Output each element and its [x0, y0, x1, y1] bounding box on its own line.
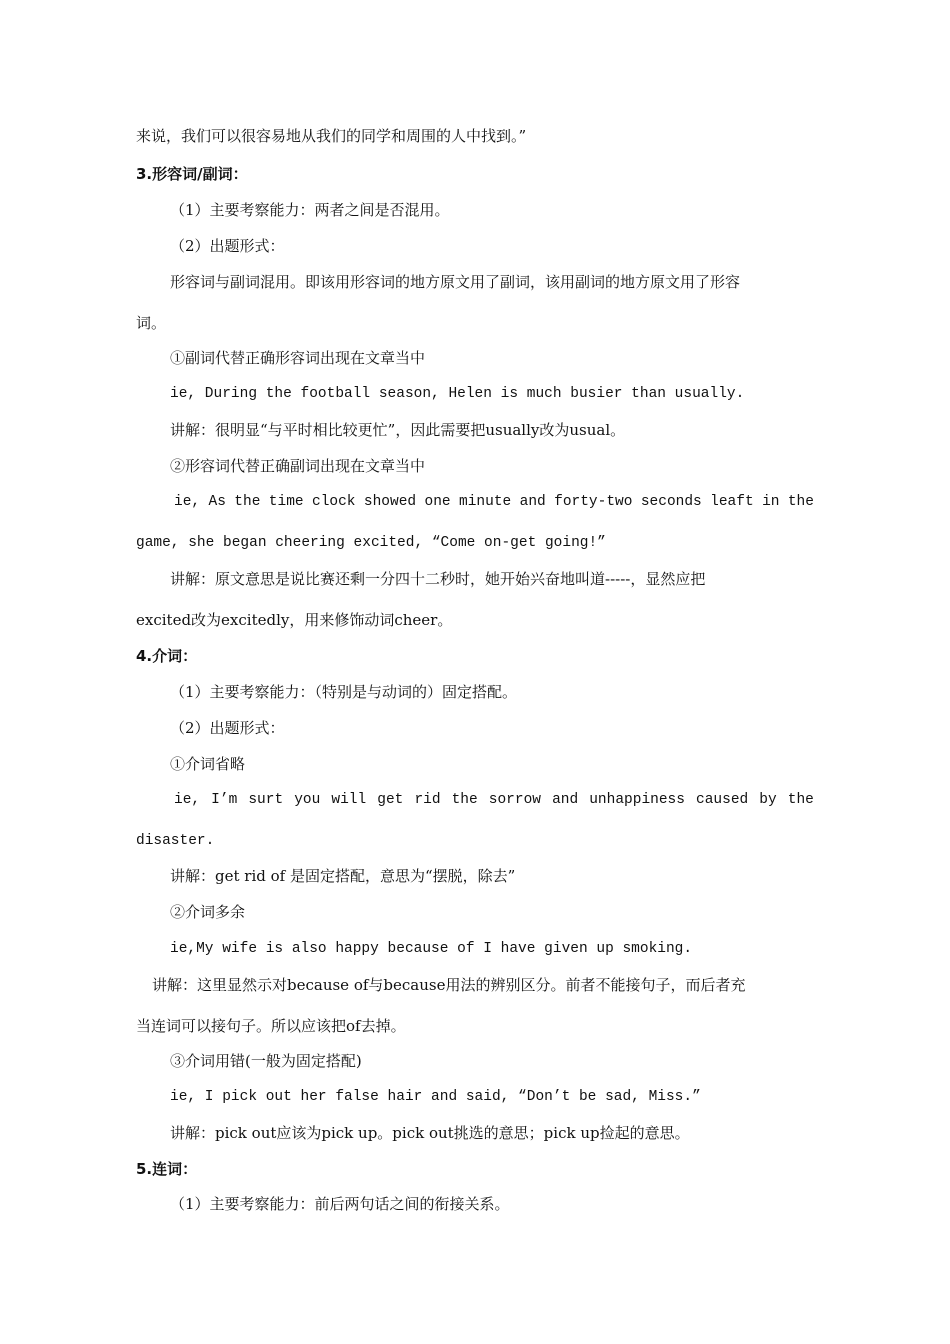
- text-line: ①副词代替正确形容词出现在文章当中: [170, 349, 426, 367]
- word: in: [762, 494, 780, 510]
- word: unhappiness: [589, 792, 685, 808]
- example-sentence-justified: [174, 790, 814, 810]
- example-sentence: ie,My wife is also happy because of I have given up smoking.: [170, 941, 693, 957]
- word: time: [268, 494, 304, 510]
- word: minute: [459, 494, 512, 510]
- explanation-line: 讲解：原文意思是说比赛还剩一分四十二秒时，她开始兴奋地叫道-----，显然应把: [170, 570, 706, 588]
- word: ie,: [174, 792, 201, 808]
- text-line: 词。: [136, 314, 167, 332]
- word: you: [294, 792, 321, 808]
- example-sentence: ie, I pick out her false hair and said, “Don’t be sad, Miss.”: [170, 1089, 701, 1105]
- text-line: （1）主要考察能力：（特别是与动词的）固定搭配。: [170, 683, 518, 701]
- word: get: [377, 792, 404, 808]
- word: the: [787, 494, 814, 510]
- example-sentence: disaster.: [136, 833, 215, 849]
- word: and: [552, 792, 579, 808]
- word: sorrow: [488, 792, 541, 808]
- explanation-line: 讲解：pick out应该为pick up。pick out挑选的意思；pick up捡起的意思。: [170, 1124, 690, 1142]
- word: forty-two: [554, 494, 633, 510]
- word: the: [787, 792, 814, 808]
- text-line: （2）出题形式：: [170, 237, 285, 255]
- explanation-line: excited改为excitedly，用来修饰动词cheer。: [136, 611, 453, 629]
- word: I’m: [211, 792, 238, 808]
- explanation-line: 讲解：get rid of 是固定搭配，意思为“摆脱，除去”: [170, 867, 516, 885]
- word: by: [759, 792, 777, 808]
- word: clock: [312, 494, 356, 510]
- text-line: 形容词与副词混用。即该用形容词的地方原文用了副词，该用副词的地方原文用了形容: [170, 273, 741, 291]
- word: the: [451, 792, 478, 808]
- section-heading-conjunction: 5.连词：: [136, 1160, 198, 1178]
- text-line: ②形容词代替正确副词出现在文章当中: [170, 457, 426, 475]
- example-sentence-justified: [174, 492, 814, 512]
- word: leaft: [710, 494, 754, 510]
- word: showed: [363, 494, 417, 510]
- text-line: （2）出题形式：: [170, 719, 285, 737]
- word: surt: [248, 792, 284, 808]
- word: ie,: [174, 494, 201, 510]
- example-sentence: game, she began cheering excited, “Come on-get going!”: [136, 535, 606, 551]
- explanation-line: 讲解：这里显然示对because of与because用法的辨别区分。前者不能接句子，而后者充: [152, 976, 746, 994]
- example-sentence: ie, During the football season, Helen is much busier than usually.: [170, 386, 745, 402]
- section-heading-adjective-adverb: 3.形容词/副词：: [136, 165, 248, 183]
- word: and: [519, 494, 546, 510]
- word: will: [331, 792, 367, 808]
- text-line: ①介词省略: [170, 755, 246, 773]
- text-line: ③介词用错(一般为固定搭配): [170, 1052, 362, 1070]
- explanation-line: 当连词可以接句子。所以应该把of去掉。: [136, 1017, 406, 1035]
- text-line: ②介词多余: [170, 903, 246, 921]
- word: the: [234, 494, 261, 510]
- word: seconds: [640, 494, 702, 510]
- text-line: 来说，我们可以很容易地从我们的同学和周围的人中找到。”: [136, 127, 527, 145]
- explanation-line: 讲解：很明显“与平时相比较更忙”，因此需要把usually改为usual。: [170, 421, 626, 439]
- text-line: （1）主要考察能力：前后两句话之间的衔接关系。: [170, 1195, 510, 1213]
- word: caused: [696, 792, 749, 808]
- section-heading-preposition: 4.介词：: [136, 647, 198, 665]
- word: rid: [414, 792, 441, 808]
- text-line: （1）主要考察能力：两者之间是否混用。: [170, 201, 450, 219]
- word: one: [424, 494, 451, 510]
- word: As: [208, 494, 226, 510]
